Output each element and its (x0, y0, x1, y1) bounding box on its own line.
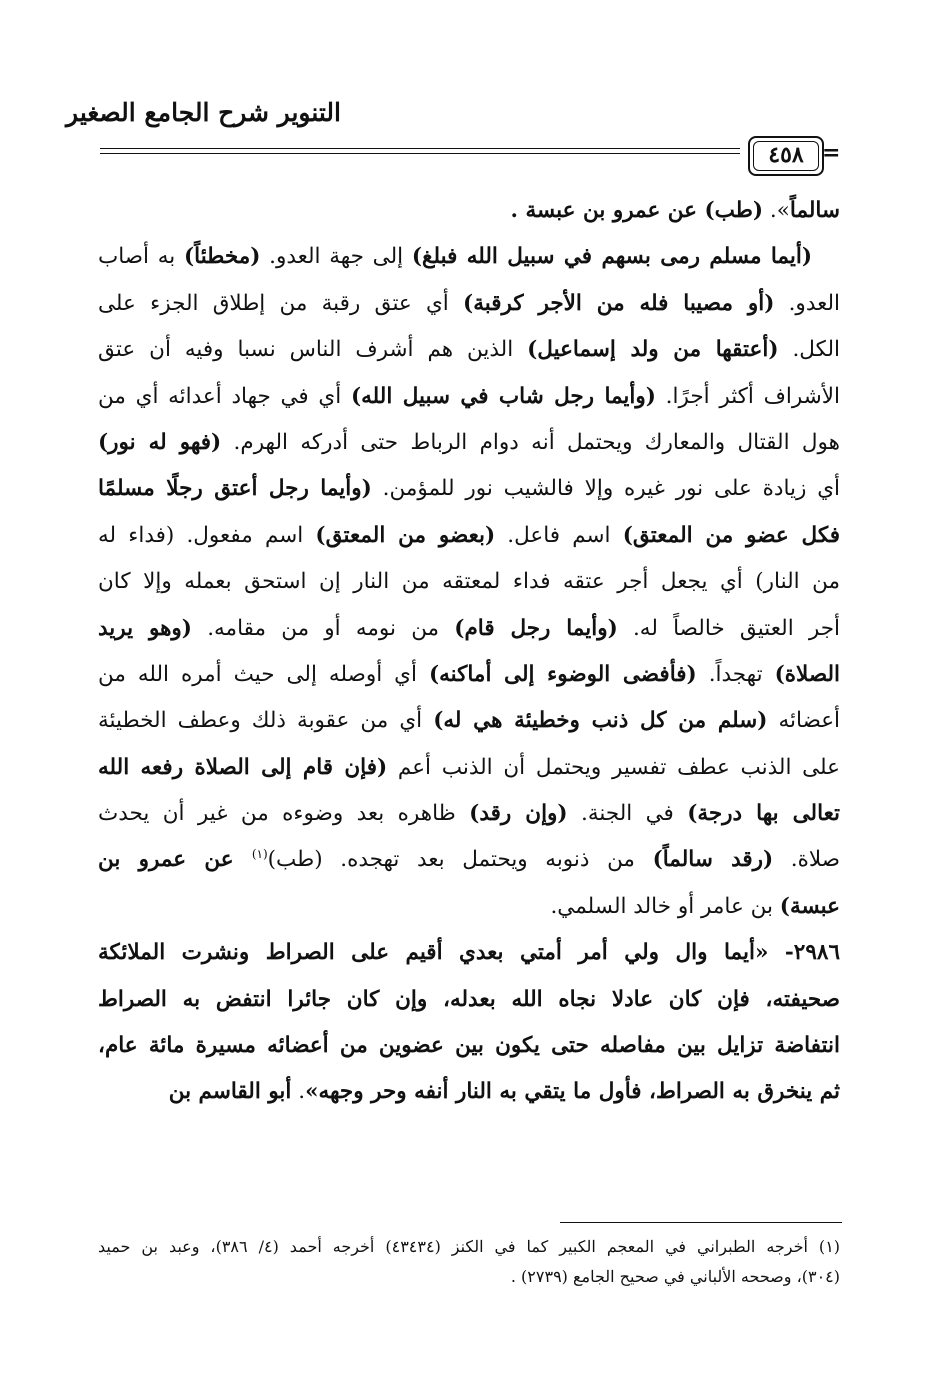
text-line (98, 977, 840, 1023)
bold-text: (أيما مسلم رمى بسهم في سبيل الله فبلغ) (411, 244, 812, 270)
text-span: بن عامر أو خالد السلمي. (550, 893, 780, 919)
text-span: أي في جهاد أعدائه أي من (98, 383, 351, 409)
text-line (98, 791, 840, 837)
text-span: . (291, 1079, 306, 1105)
text-line (98, 884, 840, 930)
bold-text: (طب) عن عمرو بن عبسة . (510, 198, 764, 223)
text-span: على الذنب عطف تفسير ويحتمل أن الذنب أعم (387, 754, 840, 780)
text-span: من نومه أو من مقامه. (191, 615, 455, 641)
header-rule-line-top (100, 148, 740, 149)
text-line (98, 281, 840, 327)
header-rule-line-bottom (100, 153, 740, 154)
bold-text: (رقد سالماً) (652, 847, 774, 873)
text-span: في الجنة. (567, 801, 688, 827)
text-span: تهجداً. (696, 661, 775, 687)
bold-text: (مخطئاً) (183, 244, 261, 270)
bold-text: سالماً (789, 198, 840, 223)
text-line (98, 188, 840, 234)
text-span: من ذنوبه ويحتمل بعد تهجده. (طب) (267, 847, 653, 873)
text-span: ». (763, 198, 790, 223)
text-line (98, 1023, 840, 1069)
text-span: أي أوصله إلى حيث أمره الله من (98, 661, 429, 687)
text-span: أي زيادة على نور غيره وإلا فالشيب نور للمؤمن. (371, 476, 841, 502)
bold-text: تعالى بها درجة) (687, 801, 841, 827)
bold-text: عن عمرو بن (98, 847, 252, 873)
footnote-line: (١) أخرجه الطبراني في المعجم الكبير كما في الكنز (٤٣٤٣٤) أخرجه أحمد (٤/ ٣٨٦)، وعبد بن حميد (98, 1237, 841, 1256)
text-span: اسم مفعول. (فداء له (98, 522, 316, 548)
bold-text: فكل عضو من المعتق) (622, 522, 840, 548)
bold-text: (فأفضى الوضوء إلى أماكنه) (428, 661, 697, 687)
bold-text: (وإن رقد) (469, 801, 568, 827)
bold-text: (وأيما رجل قام) (454, 615, 618, 641)
running-header-title: التنوير شرح الجامع الصغير (66, 98, 341, 127)
bold-text: (فإن قام إلى الصلاة رفعه الله (98, 754, 388, 780)
text-span: ظاهره بعد وضوءه من غير أن يحدث (98, 801, 470, 827)
bold-text: ثم ينخرق به الصراط، فأول ما يتقي به النار أنفه وحر وجهه» (305, 1079, 840, 1105)
text-line (98, 327, 840, 373)
text-span: أي عتق رقبة من إطلاق الجزء على (98, 290, 464, 316)
bold-text: (وهو يريد (98, 615, 192, 641)
text-line (98, 374, 840, 420)
text-span: اسم فاعل. (495, 522, 623, 548)
text-span: إلى جهة العدو. (260, 244, 412, 270)
footnote-ref: (١) (251, 847, 268, 862)
footnotes (98, 1232, 840, 1292)
text-line (98, 745, 840, 791)
text-span: الذين هم أشرف الناس نسبا وفيه أن عتق (98, 337, 528, 363)
text-span: هول القتال والمعارك ويحتمل أنه دوام الرباط حتى أدركه الهرم. (221, 429, 840, 455)
text-line (98, 837, 840, 883)
text-span: العدو. (774, 290, 840, 316)
page-number: ٤٥٨ (748, 136, 824, 176)
text-span: الأشراف أكثر أجرًا. (655, 383, 840, 409)
bold-text: أبو القاسم بن (168, 1079, 292, 1105)
text-span: به أصاب (98, 244, 184, 270)
header-mark: = (822, 140, 841, 166)
text-line (98, 513, 840, 559)
text-span: أجر العتيق خالصاً له. (617, 615, 841, 641)
text-line (98, 234, 840, 280)
text-line (98, 420, 840, 466)
text-line (98, 559, 840, 605)
text-line (98, 606, 840, 652)
text-span: من النار) أي يجعل أجر عتقه فداء لمعتقه من النار إن استحق بعمله وإلا كان (98, 569, 840, 595)
footnote-line: (٣٠٤)، وصححه الألباني في صحيح الجامع (٢٧٣٩) . (510, 1267, 840, 1286)
bold-text: انتفاضة تزايل بين مفاصله حتى يكون بين عضوين من أعضائه مسيرة مائة عام، (98, 1033, 840, 1059)
text-line (98, 930, 840, 976)
bold-text: الصلاة) (774, 661, 840, 687)
text-span: الكل. (778, 337, 840, 363)
bold-text: (وأيما رجل أعتق رجلًا مسلمًا (98, 476, 372, 502)
text-line (98, 652, 840, 698)
text-line (98, 698, 840, 744)
text-line (98, 1069, 840, 1115)
bold-text: (وأيما رجل شاب في سبيل الله) (350, 383, 656, 409)
bold-text: صحيفته، فإن كان عادلا نجاه الله بعدله، وإن كان جائرا انتفض به الصراط (98, 986, 840, 1012)
bold-text: (بعضو من المعتق) (315, 522, 496, 548)
text-span: أعضائه (767, 708, 841, 734)
bold-text: (فهو له نور) (98, 429, 222, 455)
text-span: صلاة. (773, 847, 840, 873)
text-span: أي من عقوبة ذلك وعطف الخطيئة (98, 708, 434, 734)
bold-text: عبسة) (779, 893, 840, 919)
bold-text: ٢٩٨٦- «أيما وال ولي أمر أمتي بعدي أقيم على الصراط ونشرت الملائكة (98, 940, 840, 966)
main-text (98, 188, 840, 1116)
bold-text: (سلم من كل ذنب وخطيئة هي له) (433, 708, 768, 734)
text-line (98, 466, 840, 512)
bold-text: (أعتقها من ولد إسماعيل) (527, 337, 779, 363)
bold-text: (أو مصيبا فله من الأجر كرقبة) (463, 290, 775, 316)
header-rule (100, 136, 840, 176)
footnote-separator (560, 1222, 842, 1223)
